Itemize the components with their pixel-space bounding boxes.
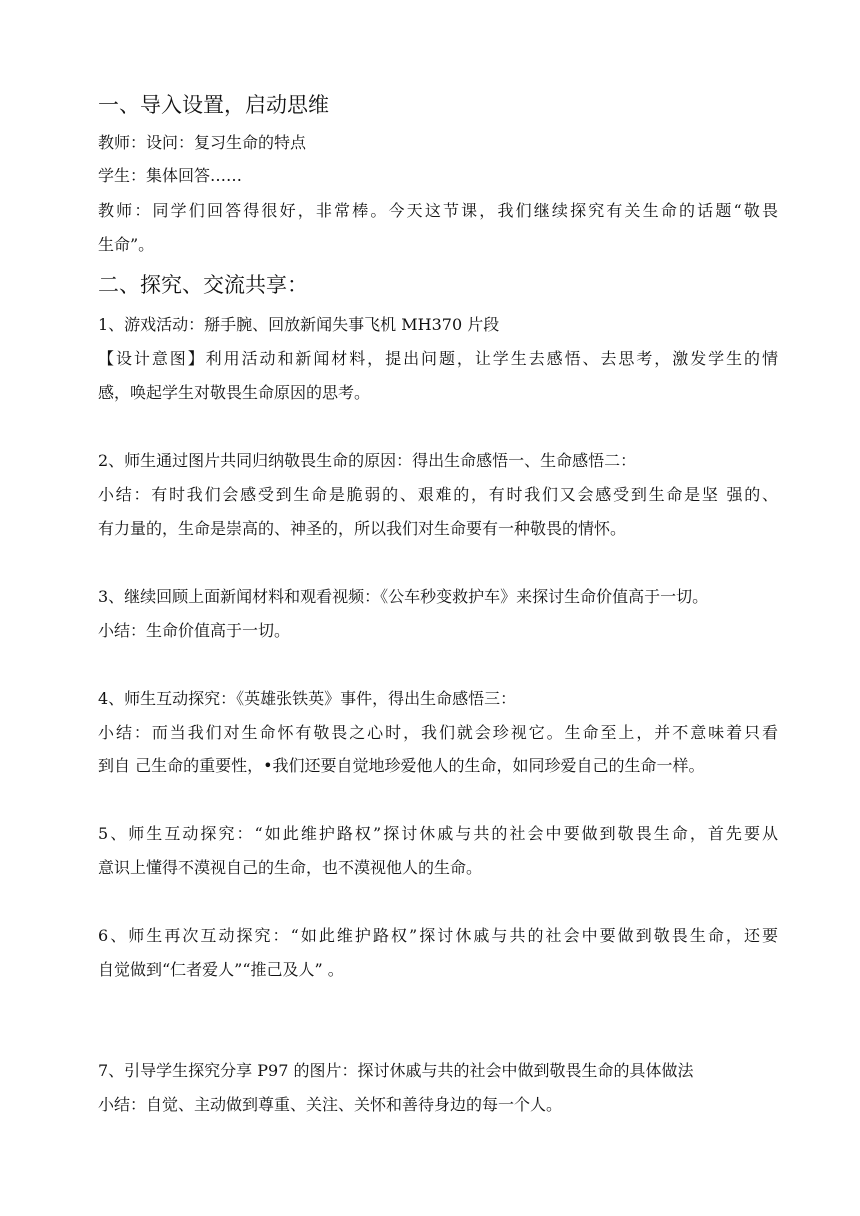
- student-answer-line: 学生：集体回答……: [98, 166, 243, 185]
- item-3-summary: 小结：生命价值高于一切。: [98, 621, 291, 640]
- item-1-design-note-cont: 感，唤起学生对敬畏生命原因的思考。: [98, 383, 371, 402]
- item-7-summary: 小结：自觉、主动做到尊重、关注、关怀和善待身边的每一个人。: [98, 1095, 563, 1114]
- item-6-text-cont: 自觉做到“仁者爱人”“推己及人” 。: [98, 960, 344, 979]
- item-5-text: 5、师生互动探究：“如此维护路权”探讨休戚与共的社会中要做到敬畏生命，首先要从: [98, 824, 778, 843]
- item-1-design-note: 【设计意图】利用活动和新闻材料，提出问题，让学生去感悟、去思考，激发学生的情: [98, 349, 778, 368]
- item-2-summary: 小结：有时我们会感受到生命是脆弱的、艰难的，有时我们又会感受到生命是坚 强的、: [98, 485, 778, 504]
- item-5-text-cont: 意识上懂得不漠视自己的生命，也不漠视他人的生命。: [98, 858, 483, 877]
- item-3-title: 3、继续回顾上面新闻材料和观看视频：《公车秒变救护车》来探讨生命价值高于一切。: [98, 587, 709, 606]
- teacher-intro-line-cont: 生命”。: [98, 235, 155, 254]
- teacher-question-line: 教师：设问：复习生命的特点: [98, 133, 307, 152]
- section-heading-2: 二、探究、交流共享：: [98, 273, 308, 297]
- item-7-title: 7、引导学生探究分享 P97 的图片：探讨休戚与共的社会中做到敬畏生命的具体做法: [98, 1061, 694, 1080]
- item-4-summary: 小结：而当我们对生命怀有敬畏之心时，我们就会珍视它。生命至上，并不意味着只看: [98, 723, 778, 742]
- item-2-title: 2、师生通过图片共同归纳敬畏生命的原因：得出生命感悟一、生命感悟二：: [98, 451, 637, 470]
- teacher-intro-line: 教师：同学们回答得很好，非常棒。今天这节课，我们继续探究有关生命的话题“敬畏: [98, 201, 778, 220]
- item-4-title: 4、师生互动探究：《英雄张铁英》事件，得出生命感悟三：: [98, 689, 517, 708]
- section-heading-1: 一、导入设置，启动思维: [98, 93, 329, 117]
- item-4-summary-cont: 到自 己生命的重要性，•我们还要自觉地珍爱他人的生命，如同珍爱自己的生命一样。: [98, 756, 705, 775]
- item-1-title: 1、游戏活动：掰手腕、回放新闻失事飞机 MH370 片段: [98, 315, 500, 334]
- item-2-summary-cont: 有力量的，生命是崇高的、神圣的，所以我们对生命要有一种敬畏的情怀。: [98, 519, 627, 538]
- item-6-text: 6、师生再次互动探究：“如此维护路权”探讨休戚与共的社会中要做到敬畏生命，还要: [98, 926, 778, 945]
